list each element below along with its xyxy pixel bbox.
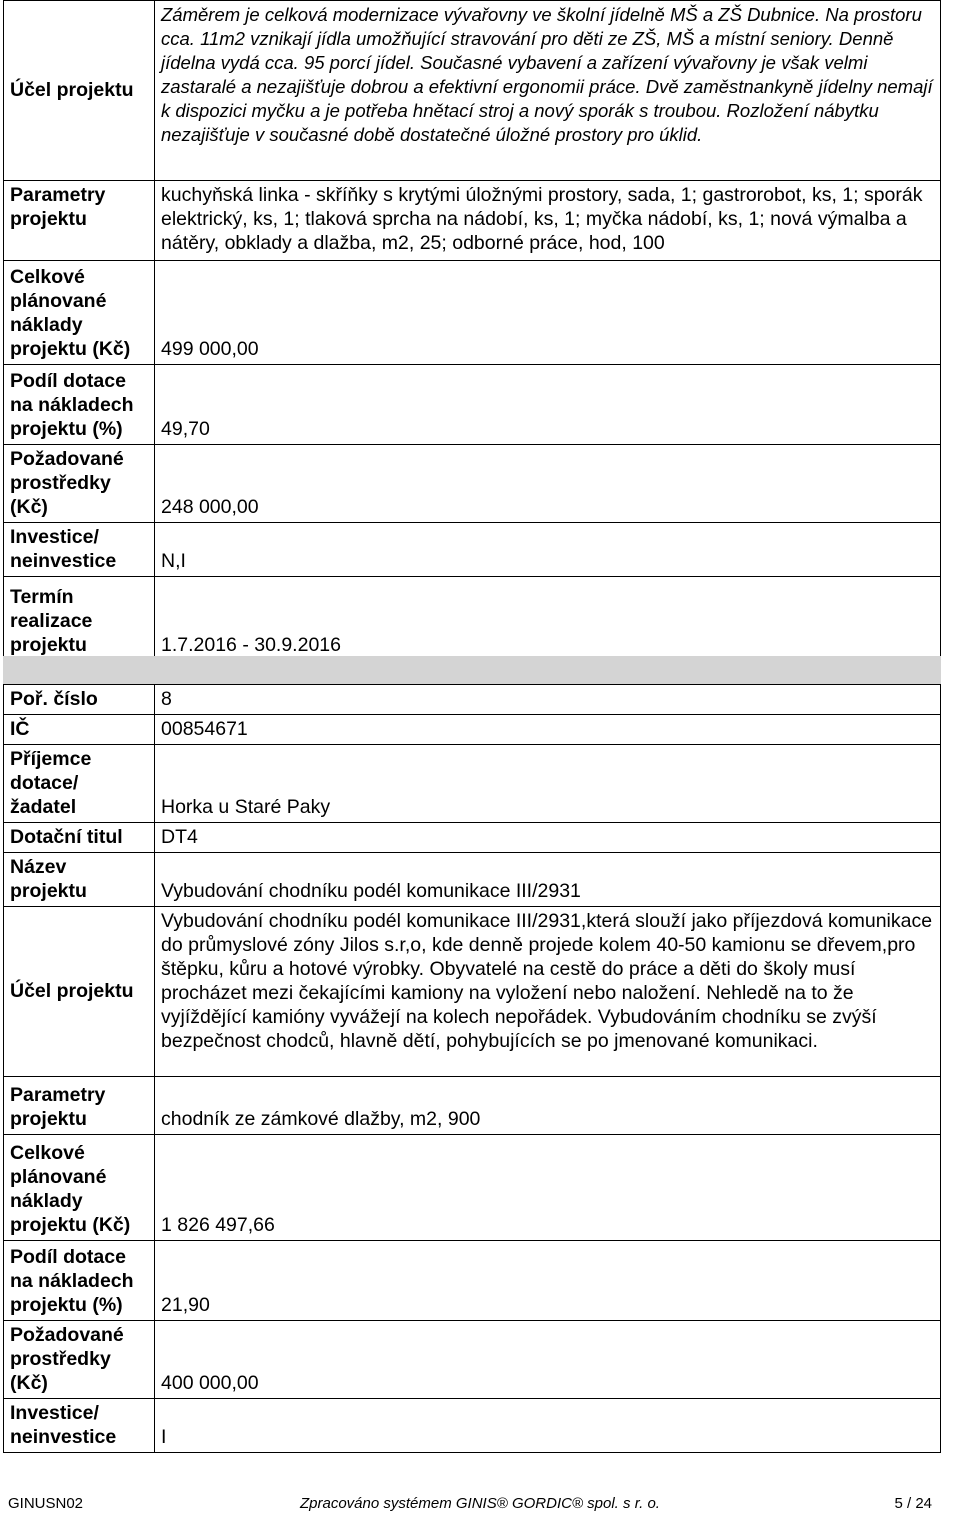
pozadovane-value: 248 000,00 — [155, 445, 941, 523]
naklady-label-8: Celkové plánované náklady projektu (Kč) — [4, 1135, 155, 1241]
record-8-table — [3, 684, 941, 1453]
podil-label-8: Podíl dotace na nákladech projektu (%) — [4, 1241, 155, 1321]
podil-value: 49,70 — [155, 365, 941, 445]
naklady-label: Celkové plánované náklady projektu (Kč) — [4, 261, 155, 365]
page-footer — [8, 1495, 932, 1513]
record-separator — [3, 656, 941, 684]
investice-label: Investice/ neinvestice — [4, 523, 155, 577]
investice-label-8: Investice/ neinvestice — [4, 1399, 155, 1453]
ucel-value-8: Vybudování chodníku podél komunikace III/2931,která slouží jako příjezdová komunikace do průmyslové zóny Jilos s.r,o, kde denně projede kolem 40-50 kamionu se dřevem,pro štěpku, kůru a hotové výrobky. Obyvatelé na cestě do práce a děti do školy musí procházet mezi čekajícími kamiony na vyložení nebo naložení. Nehledě na to že vyjíždějící kamióny vyvážejí na kolech nepořádek. Vybudováním chodníku se zvýší bezpečnost chodců, hlavně dětí, pohybujících se po jmenované komunikaci. — [155, 907, 941, 1077]
naklady-value: 499 000,00 — [155, 261, 941, 365]
prijemce-value: Horka u Staré Paky — [155, 745, 941, 823]
investice-value-8: I — [155, 1399, 941, 1453]
nazev-value: Vybudování chodníku podél komunikace III/2931 — [155, 853, 941, 907]
ic-label: IČ — [4, 715, 155, 745]
pozadovane-label: Požadované prostředky (Kč) — [4, 445, 155, 523]
investice-value: N,I — [155, 523, 941, 577]
ic-value: 00854671 — [155, 715, 941, 745]
footer-system: Zpracováno systémem GINIS® GORDIC® spol. s r. o. — [300, 1495, 660, 1512]
ucel-label: Účel projektu — [4, 1, 155, 181]
nazev-label: Název projektu — [4, 853, 155, 907]
termin-label: Termín realizace projektu — [4, 577, 155, 661]
termin-value: 1.7.2016 - 30.9.2016 — [155, 577, 941, 661]
record-7-table — [3, 0, 941, 661]
por-value: 8 — [155, 685, 941, 715]
por-label: Poř. číslo — [4, 685, 155, 715]
footer-page-number: 5 / 24 — [894, 1495, 932, 1512]
podil-value-8: 21,90 — [155, 1241, 941, 1321]
ucel-label-8: Účel projektu — [4, 907, 155, 1077]
pozadovane-value-8: 400 000,00 — [155, 1321, 941, 1399]
naklady-value-8: 1 826 497,66 — [155, 1135, 941, 1241]
titul-label: Dotační titul — [4, 823, 155, 853]
titul-value: DT4 — [155, 823, 941, 853]
prijemce-label: Příjemce dotace/ žadatel — [4, 745, 155, 823]
ucel-value: Záměrem je celková modernizace vývařovny ve školní jídelně MŠ a ZŠ Dubnice. Na prostoru cca. 11m2 vznikají jídla umožňující stravování pro děti ze ZŠ, MŠ a místní seniory. Denně jídelna vydá cca. 95 porcí jídel. Současné vybavení a zařízení vývařovny je však velmi zastaralé a nezajišťuje dobrou a efektivní ergonomii práce. Dvě zaměstnankyně jídelny nemají k dispozici myčku a je potřeba hnětací stroj a nový sporák s troubou. Rozložení nábytku nezajišťuje v současné době dostatečné úložné prostory pro úklid. — [155, 1, 941, 181]
footer-code: GINUSN02 — [8, 1495, 84, 1512]
parametry-label: Parametry projektu — [4, 181, 155, 261]
parametry-value-8: chodník ze zámkové dlažby, m2, 900 — [155, 1077, 941, 1135]
pozadovane-label-8: Požadované prostředky (Kč) — [4, 1321, 155, 1399]
parametry-value: kuchyňská linka - skříňky s krytými úložnými prostory, sada, 1; gastrorobot, ks, 1; sporák elektrický, ks, 1; tlaková sprcha na nádobí, ks, 1; myčka nádobí, ks, 1; nová výmalba a nátěry, obklady a dlažba, m2, 25; odborné práce, hod, 100 — [155, 181, 941, 261]
parametry-label-8: Parametry projektu — [4, 1077, 155, 1135]
podil-label: Podíl dotace na nákladech projektu (%) — [4, 365, 155, 445]
